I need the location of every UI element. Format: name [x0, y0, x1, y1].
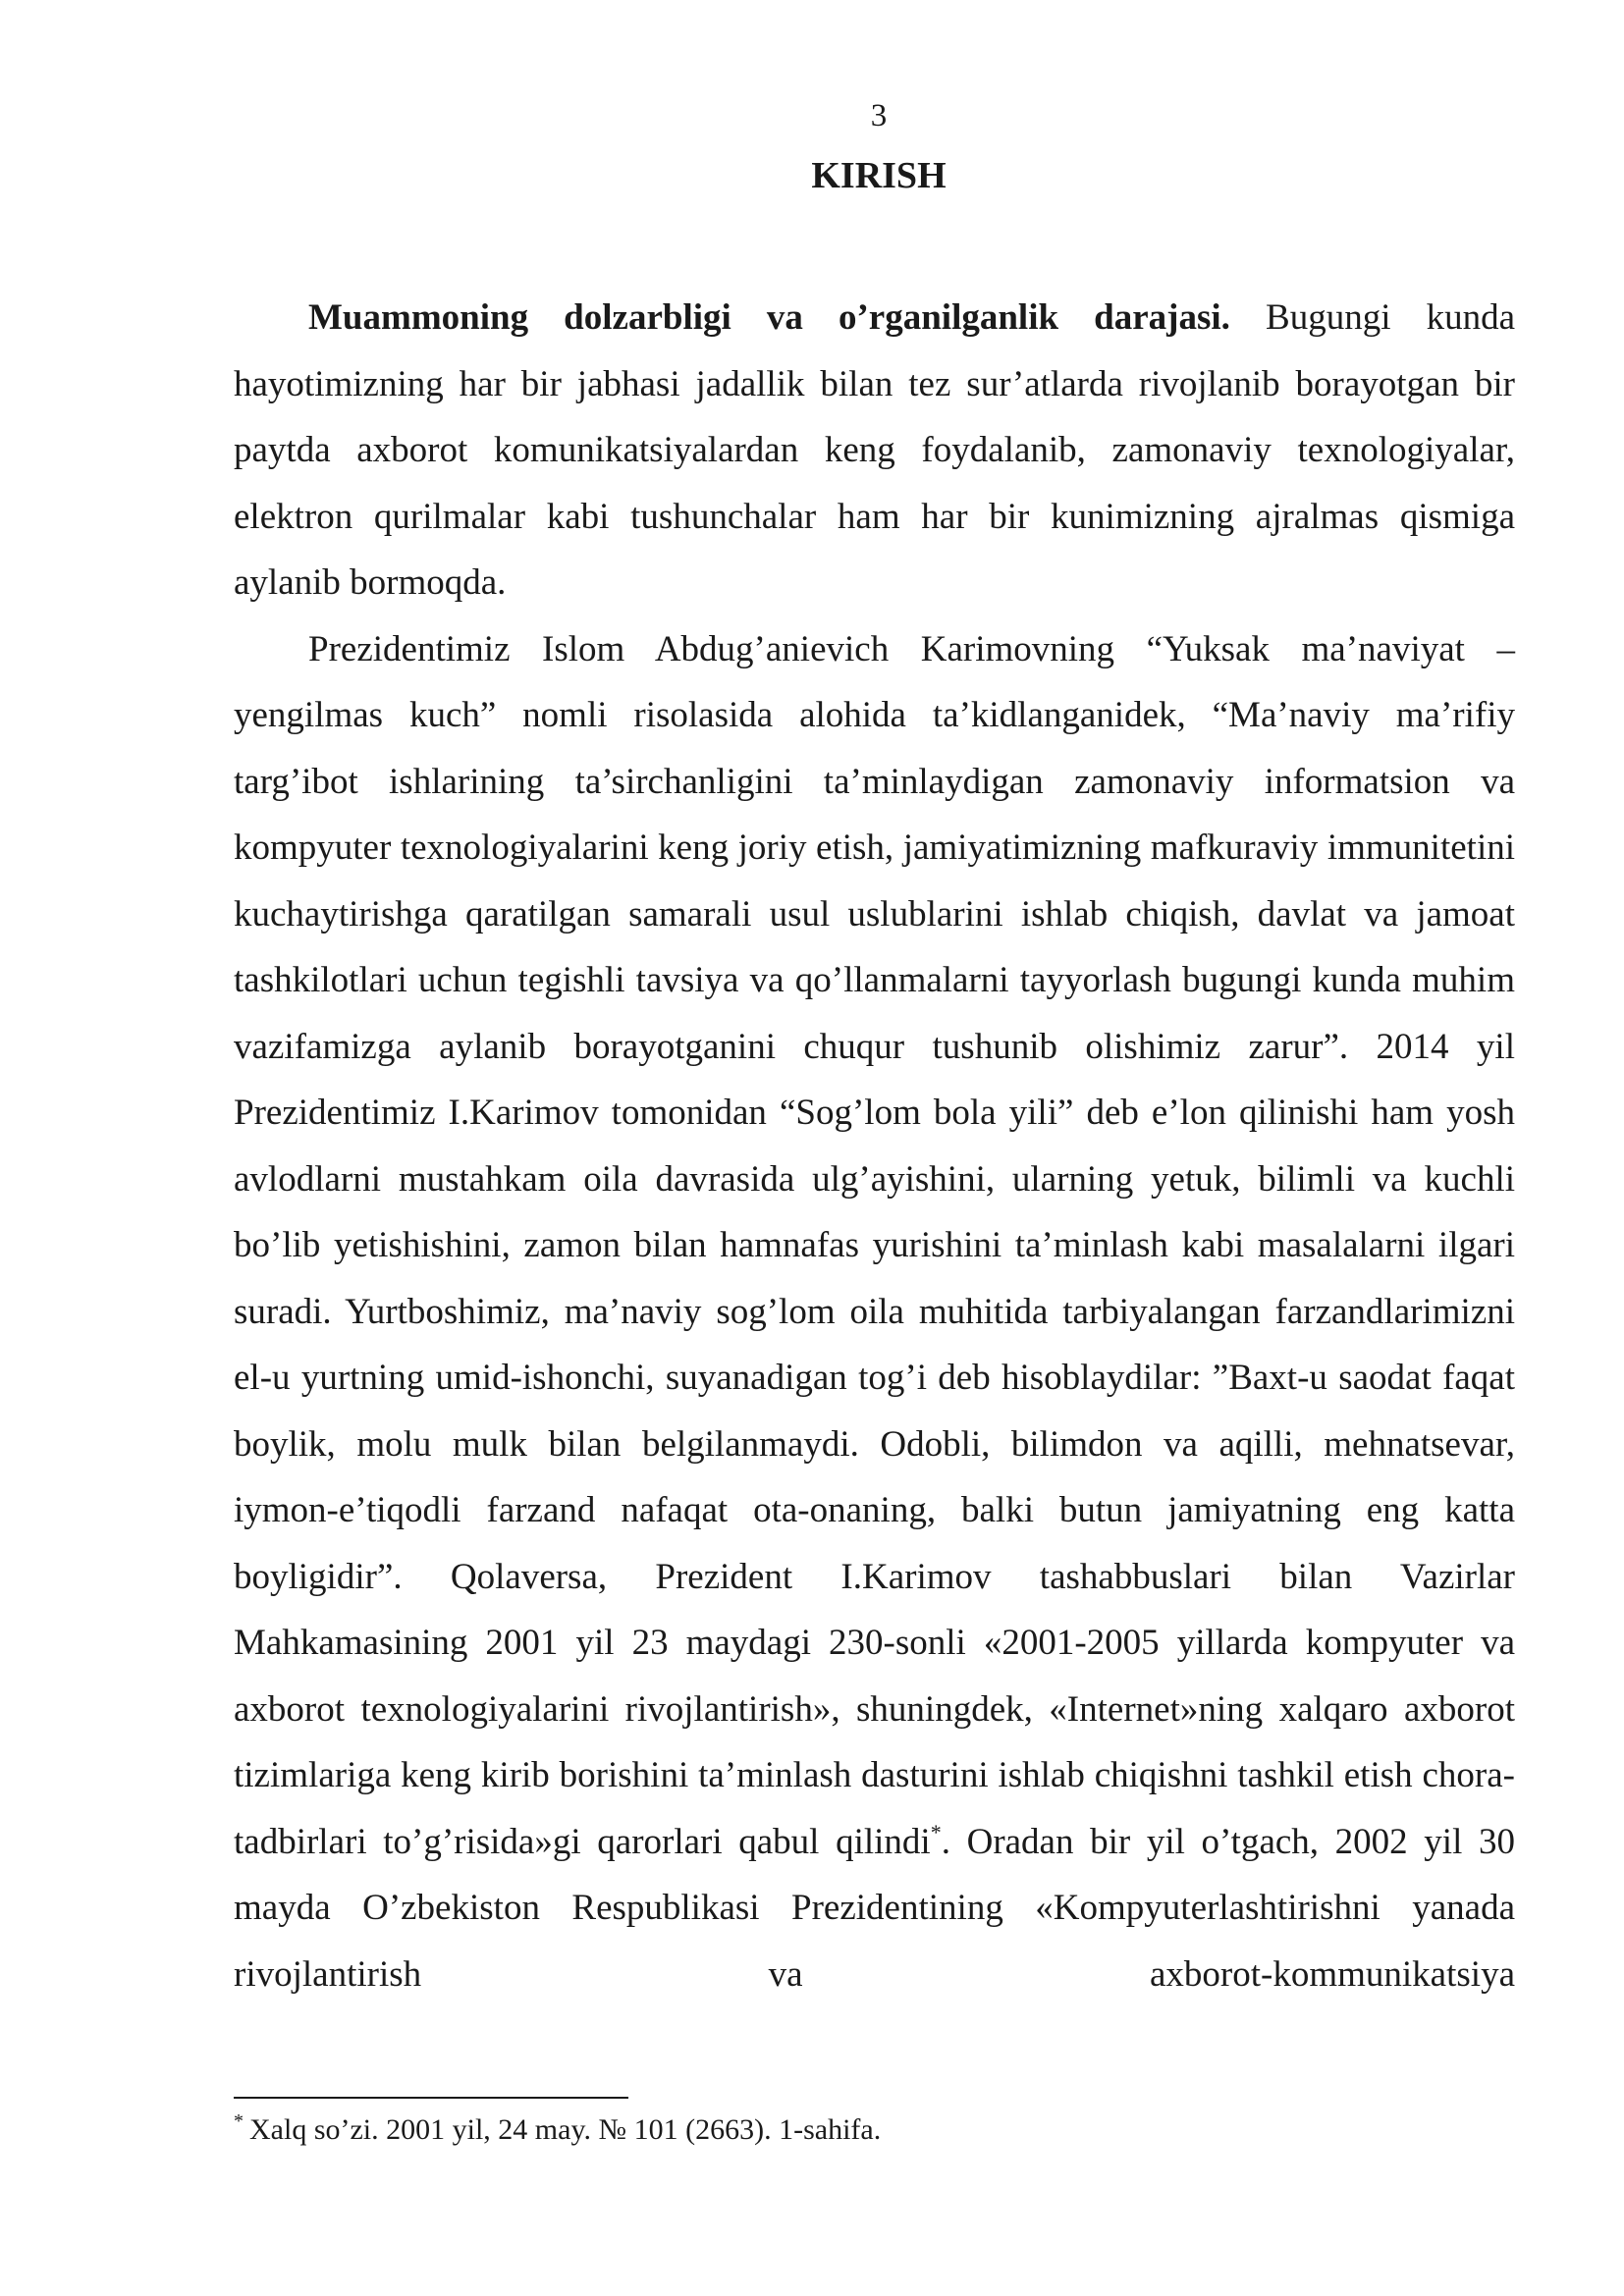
body-text — [234, 285, 1515, 2007]
footnote-text: Xalq so’zi. 2001 yil, 24 may. № 101 (2663). 1-sahifa. — [249, 2113, 882, 2146]
paragraph-text-continued: . Oradan bir yil o’tgach, 2002 yil 30 mayda O’zbekiston Respublikasi Prezidentining «Kompyuterlashtirishni yanada rivojlantirish va axborot-kommunikatsiya — [234, 1821, 1515, 1995]
section-heading: KIRISH — [811, 155, 947, 196]
paragraph-text: Prezidentimiz Islom Abdug’anievich Karimovning “Yuksak ma’naviyat – yengilmas kuch” nomli risolasida alohida ta’kidlanganidek, “Ma’naviy ma’rifiy targ’ibot ishlarining ta’sirchanligini ta’minlaydigan zamonaviy informatsion va kompyuter texnologiyalarini keng joriy etish, jamiyatimizning mafkuraviy immunitetini kuchaytirishga qaratilgan samarali usul uslublarini ishlab chiqish, davlat va jamoat tashkilotlari uchun tegishli tavsiya va qo’llanmalarni tayyorlash bugungi kunda muhim vazifamizga aylanib borayotganini chuqur tushunib olishimiz zarur”. 2014 yil Prezidentimiz I.Karimov tomonidan “Sog’lom bola yili” deb e’lon qilinishi ham yosh avlodlarni mustahkam oila davrasida ulg’ayishini, ularning yetuk, bilimli va kuchli bo’lib yetishishini, zamon bilan hamnafas yurishini ta’minlash kabi masalalarni ilgari suradi. Yurtboshimiz, ma’naviy sog’lom oila muhitida tarbiyalangan farzandlarimizni el-u yurtning umid-ishonchi, suyanadigan tog’i deb hisoblaydilar: ”Baxt-u saodat faqat boylik, molu mulk bilan belgilanmaydi. Odobli, bilimdon va aqilli, mehnatsevar, iymon-e’tiqodli farzand nafaqat ota-onaning, balki butun jamiyatning eng katta boyligidir”. Qolaversa, Prezident I.Karimov tashabbuslari bilan Vazirlar Mahkamasining 2001 yil 23 maydagi 230-sonli «2001-2005 yillarda kompyuter va axborot texnologiyalarini rivojlantirish», shuningdek, «Internet»ning xalqaro axborot tizimlariga keng kirib borishini ta’minlash dasturini ishlab chiqishni tashkil etish chora-tadbirlari to’g’risida»gi qarorlari qabul qilindi — [234, 628, 1515, 1862]
footnote-mark: * — [234, 2110, 244, 2132]
page-number: 3 — [870, 98, 888, 133]
footnote-separator — [234, 2097, 628, 2099]
paragraph-text: Bugungi kunda hayotimizning har bir jabhasi jadallik bilan tez sur’atlarda rivojlanib borayotgan bir paytda axborot komunikatsiyalardan keng foydalanib, zamonaviy texnologiyalar, elektron qurilmalar kabi tushunchalar ham har bir kunimizning ajralmas qismiga aylanib bormoqda. — [234, 297, 1515, 603]
paragraph-president — [234, 616, 1515, 2008]
footnote — [234, 2110, 1515, 2150]
footnote-reference[interactable]: * — [930, 1819, 942, 1844]
paragraph-relevance — [234, 285, 1515, 616]
run-in-heading: Muammoning dolzarbligi va o’rganilganlik darajasi. — [308, 297, 1230, 338]
